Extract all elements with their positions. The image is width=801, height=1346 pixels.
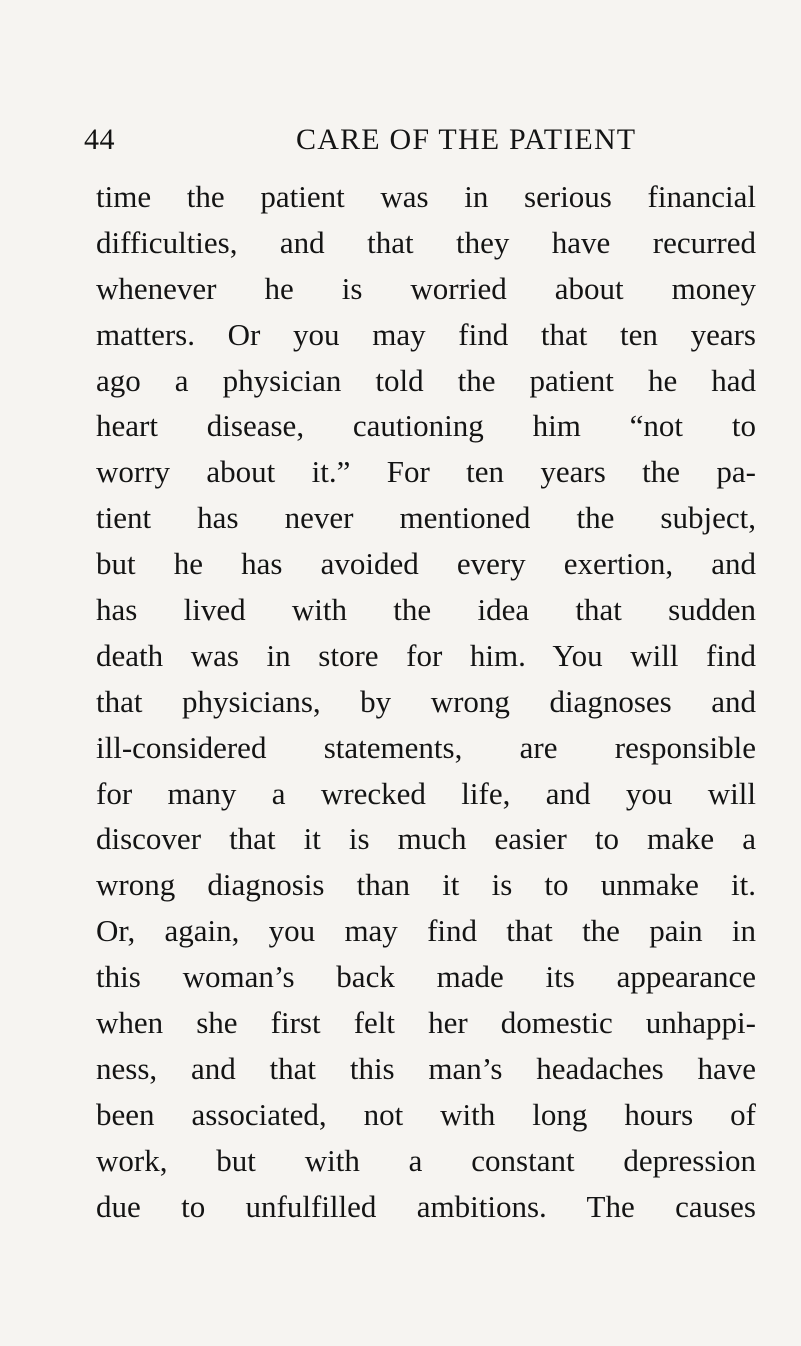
- text-line: heart disease, cautioning him “not to: [96, 408, 756, 444]
- text-line: for many a wrecked life, and you will: [96, 775, 756, 811]
- text-line: death was in store for him. You will find: [96, 637, 756, 673]
- body-text: [96, 174, 756, 1229]
- text-line: this woman’s back made its appearance: [96, 959, 756, 995]
- text-line: ill-considered statements, are responsible: [96, 729, 756, 765]
- text-line: ago a physician told the patient he had: [96, 362, 756, 398]
- text-line: due to unfulfilled ambitions. The causes: [96, 1188, 756, 1224]
- text-line: but he has avoided every exertion, and: [96, 546, 756, 582]
- text-line: work, but with a constant depression: [96, 1142, 756, 1178]
- text-line: been associated, not with long hours of: [96, 1096, 756, 1132]
- text-line: ness, and that this man’s headaches have: [96, 1050, 756, 1086]
- text-line: time the patient was in serious financial: [96, 179, 756, 214]
- text-line: whenever he is worried about money: [96, 270, 756, 306]
- text-line: worry about it.” For ten years the pa-: [96, 454, 756, 490]
- text-line: has lived with the idea that sudden: [96, 592, 756, 628]
- text-line: wrong diagnosis than it is to unmake it.: [96, 867, 756, 903]
- text-line: discover that it is much easier to make a: [96, 821, 756, 857]
- running-head: [84, 118, 764, 162]
- text-line: that physicians, by wrong diagnoses and: [96, 683, 756, 719]
- text-line: matters. Or you may find that ten years: [96, 316, 756, 352]
- page-number: 44: [84, 123, 115, 156]
- text-line: difficulties, and that they have recurred: [96, 224, 756, 260]
- text-line: Or, again, you may find that the pain in: [96, 913, 756, 949]
- text-line: tient has never mentioned the subject,: [96, 500, 756, 536]
- text-line: when she first felt her domestic unhappi-: [96, 1005, 756, 1041]
- running-title: CARE OF THE PATIENT: [296, 123, 637, 156]
